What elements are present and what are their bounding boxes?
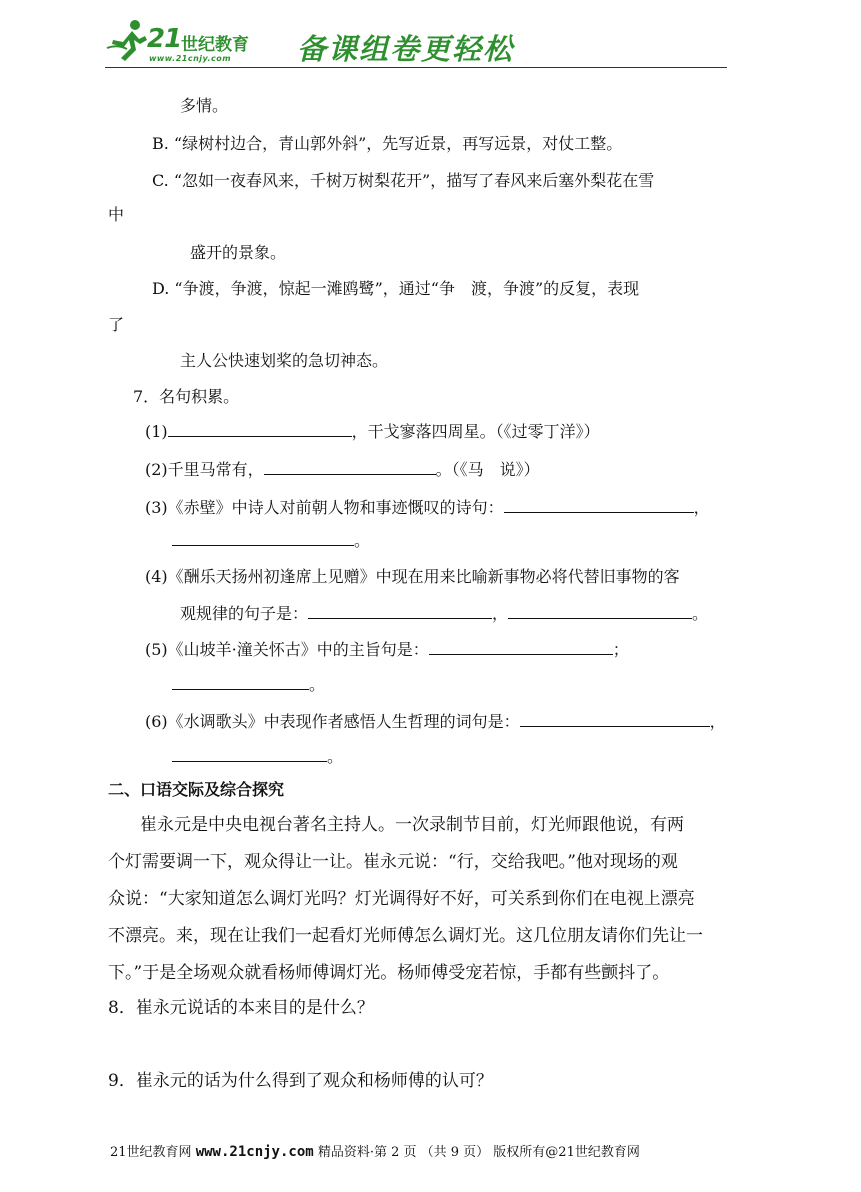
- answer-blank[interactable]: [172, 530, 354, 546]
- question-7: 7．名句积累。: [133, 387, 240, 406]
- item-text: ，: [693, 498, 710, 517]
- passage-line: 众说：“大家知道怎么调灯光吗？灯光调得好不好，可关系到你们在电视上漂亮: [108, 889, 695, 909]
- footer-info: 精品资料·第 2 页 （共 9 页） 版权所有@21世纪教育网: [317, 1145, 640, 1160]
- question-7-1: [145, 421, 600, 442]
- text-line: 主人公快速划桨的急切神态。: [180, 351, 389, 370]
- footer-url[interactable]: www.21cnjy.com: [195, 1144, 314, 1160]
- question-7-6-cont: [172, 746, 343, 767]
- text-line: 多情。: [180, 96, 229, 115]
- item-text: 。（《马 说》）: [435, 460, 540, 479]
- item-text: 观规律的句子是：: [180, 604, 309, 623]
- item-text: ，: [709, 712, 726, 731]
- text-line: 了: [108, 315, 125, 334]
- answer-blank[interactable]: [168, 421, 352, 437]
- option-b: B. “绿树村边合，青山郭外斜”，先写近景，再写远景，对仗工整。: [152, 134, 623, 153]
- answer-blank[interactable]: [172, 674, 309, 690]
- header-slogan: 备课组卷更轻松: [297, 32, 515, 66]
- item-text: 。: [309, 675, 326, 694]
- header-divider: [105, 67, 727, 68]
- question-8: 8．崔永元说话的本来目的是什么？: [108, 998, 374, 1018]
- question-7-2: [145, 459, 540, 480]
- page-footer: [110, 1141, 640, 1160]
- answer-blank[interactable]: [508, 603, 692, 619]
- item-text: (6)《水调歌头》中表现作者感悟人生哲理的词句是：: [145, 712, 520, 731]
- text-line: 中: [108, 205, 125, 224]
- item-number: (1): [145, 422, 168, 441]
- item-text: 。: [354, 531, 371, 550]
- passage-line: 下。”于是全场观众就看杨师傅调灯光。杨师傅受宠若惊，手都有些颤抖了。: [108, 963, 670, 983]
- question-7-3: [145, 497, 710, 518]
- option-d: D. “争渡，争渡，惊起一滩鸥鹭”，通过“争 渡，争渡”的反复，表现: [152, 279, 640, 298]
- item-text: 。: [327, 747, 344, 766]
- logo-name: 世纪教育: [181, 35, 249, 55]
- page-header: [105, 18, 727, 70]
- section-heading: 二、口语交际及综合探究: [108, 780, 285, 799]
- answer-blank[interactable]: [520, 711, 710, 727]
- passage-line: 崔永元是中央电视台著名主持人。一次录制节目前，灯光师跟他说，有两: [140, 815, 684, 835]
- question-9: 9．崔永元的话为什么得到了观众和杨师傅的认可？: [108, 1071, 493, 1091]
- item-text: (3)《赤壁》中诗人对前朝人物和事迹慨叹的诗句：: [145, 498, 504, 517]
- question-7-4: (4)《酬乐天扬州初逢席上见赠》中现在用来比喻新事物必将代替旧事物的客: [145, 567, 680, 586]
- item-text: ；: [612, 640, 629, 659]
- item-text: ，干戈寥落四周星。（《过零丁洋》）: [351, 422, 600, 441]
- answer-blank[interactable]: [504, 497, 694, 513]
- answer-blank[interactable]: [172, 746, 327, 762]
- runner-logo-icon: [105, 18, 151, 62]
- question-7-4-cont: [180, 603, 708, 624]
- item-text: 。: [692, 604, 709, 623]
- footer-site: 21世纪教育网: [110, 1145, 192, 1160]
- item-text: (5)《山坡羊·潼关怀古》中的主旨句是：: [145, 640, 429, 659]
- question-7-5: [145, 639, 629, 660]
- logo-url: www.21cnjy.com: [149, 54, 232, 63]
- question-7-3-cont: [172, 530, 370, 551]
- passage-line: 不漂亮。来，现在让我们一起看灯光师傅怎么调灯光。这几位朋友请你们先让一: [108, 926, 703, 946]
- text-line: 盛开的景象。: [190, 243, 287, 262]
- passage-line: 个灯需要调一下，观众得让一让。崔永元说：“行，交给我吧。”他对现场的观: [108, 852, 678, 872]
- question-7-6: [145, 711, 726, 732]
- question-7-5-cont: [172, 674, 325, 695]
- option-c: C. “忽如一夜春风来，千树万树梨花开”，描写了春风来后塞外梨花在雪: [152, 171, 655, 190]
- item-text: ，: [492, 604, 509, 623]
- answer-blank[interactable]: [264, 459, 436, 475]
- answer-blank[interactable]: [429, 639, 613, 655]
- item-text: (2)千里马常有，: [145, 460, 264, 479]
- answer-blank[interactable]: [308, 603, 492, 619]
- logo-number: 21: [147, 24, 182, 54]
